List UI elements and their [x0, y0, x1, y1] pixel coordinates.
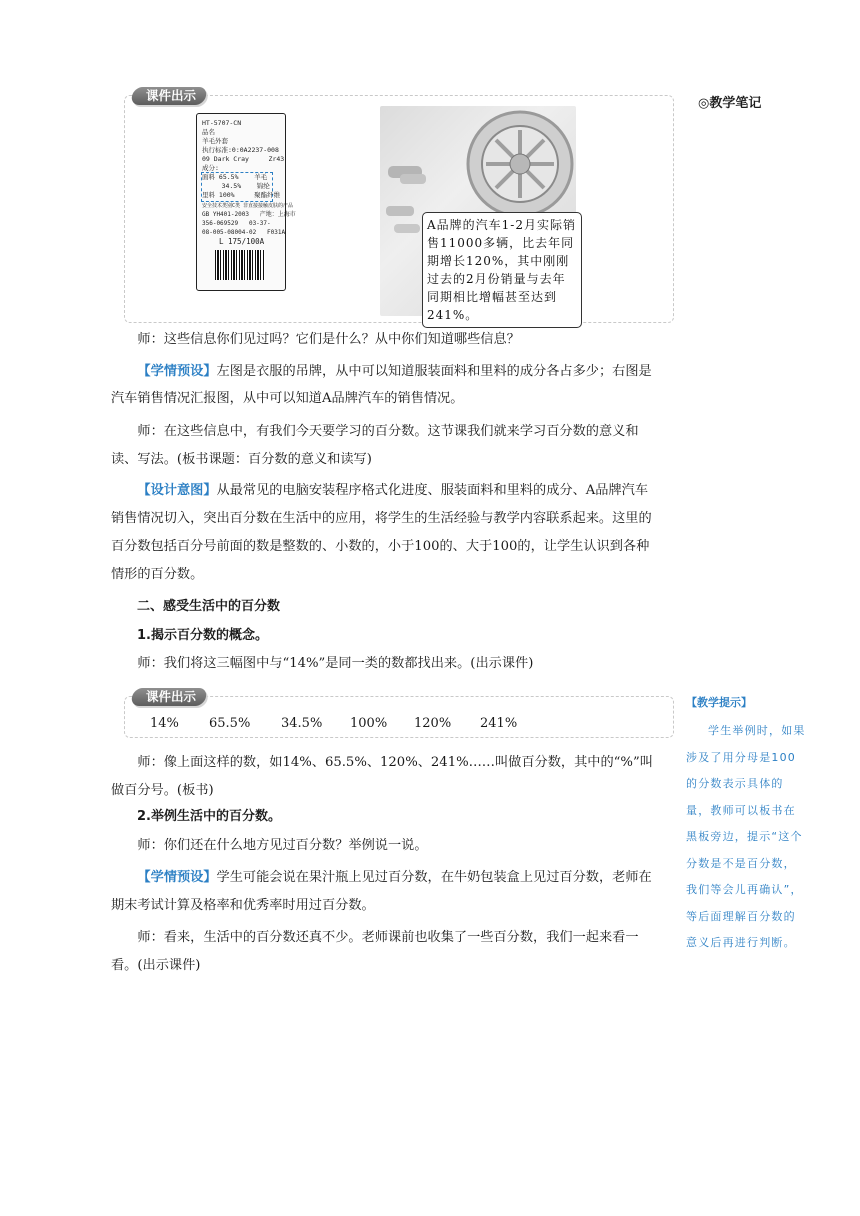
tag-line: HT-5707-CN [202, 119, 242, 127]
courseware-box-percents [124, 696, 674, 738]
tag-line: 成分: [202, 164, 219, 172]
courseware-badge: 课件出示 [130, 688, 208, 706]
teaching-notes-label: ◎教学笔记 [698, 96, 762, 111]
paragraph: 师：你们还在什么地方见过百分数？举例说一说。 [137, 838, 428, 853]
paragraph: 【学情预设】学生可能会说在果汁瓶上见过百分数，在牛奶包装盒上见过百分数，老师在期末考试计算及格率和优秀率时用过百分数。 [111, 870, 652, 913]
tag-line: 34.5% 锦纶 [202, 182, 270, 190]
percent-item: 241% [480, 716, 518, 731]
design-intent-tag: 【设计意图】 [137, 483, 217, 498]
paragraph: 师：我们将这三幅图中与“14%”是同一类的数都找出来。(出示课件) [137, 656, 534, 671]
tag-line: 里料 100% 聚酯纤维 [202, 191, 281, 199]
paragraph: 师：在这些信息中，有我们今天要学习的百分数。这节课我们就来学习百分数的意义和读、写法。(板书课题：百分数的意义和读写) [111, 424, 639, 467]
tag-line: 品名 [202, 128, 215, 136]
tag-line: 08-005-08004-02 F031A [202, 229, 286, 236]
tag-line: 09 Dark Cray Zr43 [202, 155, 285, 163]
section-heading: 二、感受生活中的百分数 [137, 599, 281, 614]
clothing-tag-image [196, 113, 296, 291]
paragraph: 【学情预设】左图是衣服的吊牌，从中可以知道服装面料和里料的成分各占多少；右图是汽车销售情况汇报图，从中可以知道A品牌汽车的销售情况。 [111, 364, 652, 406]
paragraph: 师：看来，生活中的百分数还真不少。老师课前也收集了一些百分数，我们一起来看一看。(出示课件) [111, 930, 639, 973]
percent-item: 120% [414, 716, 452, 731]
paragraph: 【设计意图】从最常见的电脑安装程序格式化进度、服装面料和里料的成分、A品牌汽车销售情况切入，突出百分数在生活中的应用，将学生的生活经验与教学内容联系起来。这里的百分数包括百分号前面的数是整数的、小数的，小于100的、大于100的，让学生认识到各种情形的百分数。 [111, 483, 652, 582]
percent-item: 65.5% [209, 716, 251, 731]
study-preset-tag: 【学情预设】 [137, 364, 217, 379]
paragraph: 师：像上面这样的数，如14%、65.5%、120%、241%……叫做百分数，其中的“%”叫做百分号。(板书) [111, 755, 653, 798]
study-preset-tag: 【学情预设】 [137, 870, 217, 885]
subsection-heading: 2.举例生活中的百分数。 [137, 809, 281, 824]
tag-line: 安全技术类别C类 非直接接触皮肤的产品 [202, 203, 294, 209]
car-sales-callout: A品牌的汽车1-2月实际销售11000多辆，比去年同期增长120%，其中刚刚过去的2月份销量与去年同期相比增幅甚至达到241%。 [422, 212, 582, 328]
percent-item: 100% [350, 716, 388, 731]
percent-item: 14% [150, 716, 179, 731]
barcode-icon [215, 250, 265, 280]
tag-line: GB YH401-2003 产地：上海市 [202, 211, 296, 218]
side-tip-body: 学生举例时，如果涉及了用分母是100的分数表示具体的量，教师可以板书在黑板旁边，提示“这个分数是不是百分数，我们等会儿再确认”，等后面理解百分数的意义后再进行判断。 [686, 724, 806, 949]
tag-line: L 175/100A [219, 237, 265, 246]
percent-item: 34.5% [281, 716, 323, 731]
tag-line: 执行标准:0:0A2237-008 [202, 146, 279, 154]
tag-line: 面料 65.5% 羊毛 [202, 173, 268, 181]
subsection-heading: 1.揭示百分数的概念。 [137, 628, 268, 643]
tag-line: 356-069529 03-37- [202, 220, 271, 227]
courseware-badge: 课件出示 [130, 87, 208, 105]
side-tip-title: 【教学提示】 [686, 696, 752, 709]
paragraph: 师：这些信息你们见过吗？它们是什么？从中你们知道哪些信息？ [137, 332, 520, 347]
tag-line: 羊毛外套 [202, 137, 228, 145]
